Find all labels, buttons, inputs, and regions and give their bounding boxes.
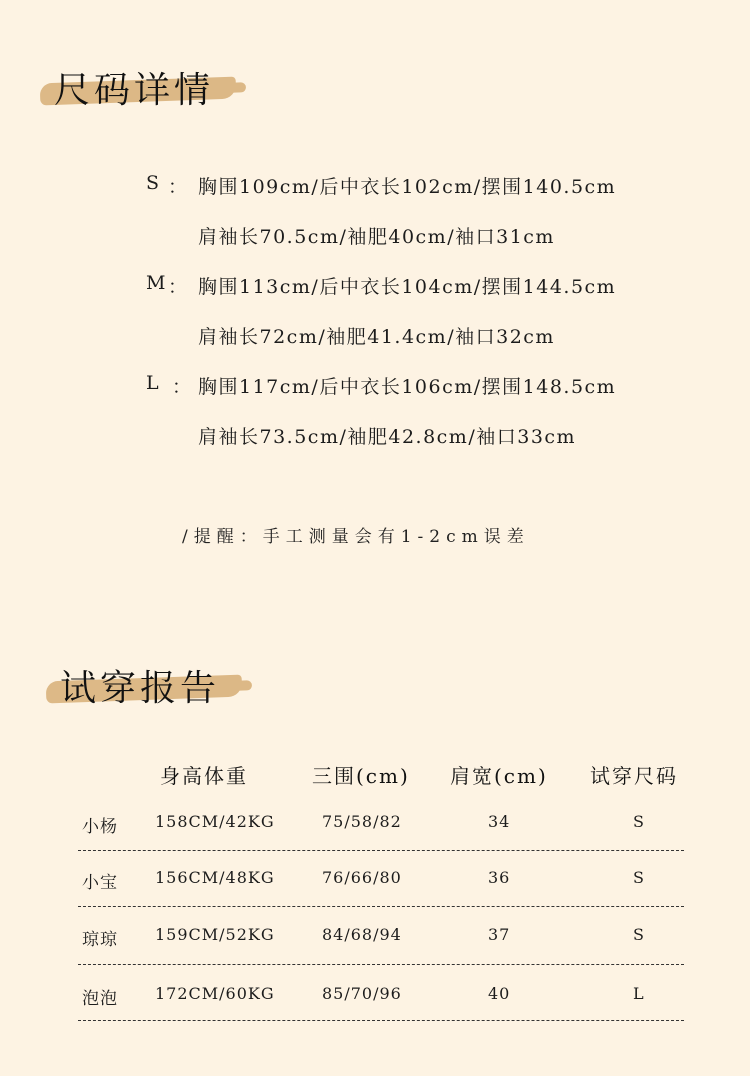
header-size: 试穿尺码 — [590, 764, 678, 788]
row-shoulder: 36 — [488, 868, 511, 887]
row-shoulder: 34 — [488, 812, 511, 831]
table-row — [0, 812, 750, 852]
size-l-line2: 肩袖长73.5cm/袖肥42.8cm/袖口33cm — [198, 426, 577, 448]
row-divider — [78, 1020, 684, 1021]
row-name: 小杨 — [82, 817, 118, 837]
size-sep-l: ： — [172, 376, 192, 398]
header-height-weight: 身高体重 — [160, 764, 248, 788]
row-measurements: 75/58/82 — [322, 812, 402, 831]
size-l-line1: 胸围117cm/后中衣长106cm/摆围148.5cm — [198, 376, 617, 398]
size-section-title — [40, 62, 260, 122]
row-shoulder: 37 — [488, 925, 511, 944]
row-measurements: 76/66/80 — [322, 868, 402, 887]
row-size: S — [633, 868, 645, 887]
header-shoulder: 肩宽(cm) — [450, 764, 548, 788]
measurement-note: /提醒：手工测量会有1-2cm误差 — [182, 527, 530, 547]
row-divider — [78, 906, 684, 907]
row-name: 泡泡 — [82, 989, 118, 1009]
size-section-title-text: 尺码详情 — [54, 70, 215, 111]
row-measurements: 84/68/94 — [322, 925, 402, 944]
row-height-weight: 159CM/52KG — [155, 925, 275, 944]
row-height-weight: 158CM/42KG — [155, 812, 275, 831]
row-name: 小宝 — [82, 873, 118, 893]
size-label-m: M — [146, 272, 166, 294]
row-name: 琼琼 — [82, 930, 118, 950]
row-size: S — [633, 925, 645, 944]
row-divider — [78, 964, 684, 965]
row-divider — [78, 850, 684, 851]
size-s-line2: 肩袖长70.5cm/袖肥40cm/袖口31cm — [198, 226, 555, 248]
row-measurements: 85/70/96 — [322, 984, 402, 1003]
fit-section-title-text: 试穿报告 — [60, 668, 221, 709]
size-m-line2: 肩袖长72cm/袖肥41.4cm/袖口32cm — [198, 326, 555, 348]
table-row — [0, 984, 750, 1024]
size-s-line1: 胸围109cm/后中衣长102cm/摆围140.5cm — [198, 176, 617, 198]
size-sep-s: ： — [168, 176, 188, 198]
row-size: S — [633, 812, 645, 831]
size-m-line1: 胸围113cm/后中衣长104cm/摆围144.5cm — [198, 276, 617, 298]
size-label-l: L — [146, 372, 159, 394]
size-label-s: S — [146, 172, 160, 194]
table-row — [0, 925, 750, 965]
row-height-weight: 172CM/60KG — [155, 984, 275, 1003]
size-sep-m: ： — [168, 276, 188, 298]
row-size: L — [633, 984, 645, 1003]
header-measurements: 三围(cm) — [312, 764, 410, 788]
table-row — [0, 868, 750, 908]
row-height-weight: 156CM/48KG — [155, 868, 275, 887]
row-shoulder: 40 — [488, 984, 511, 1003]
fit-section-title — [40, 660, 260, 720]
